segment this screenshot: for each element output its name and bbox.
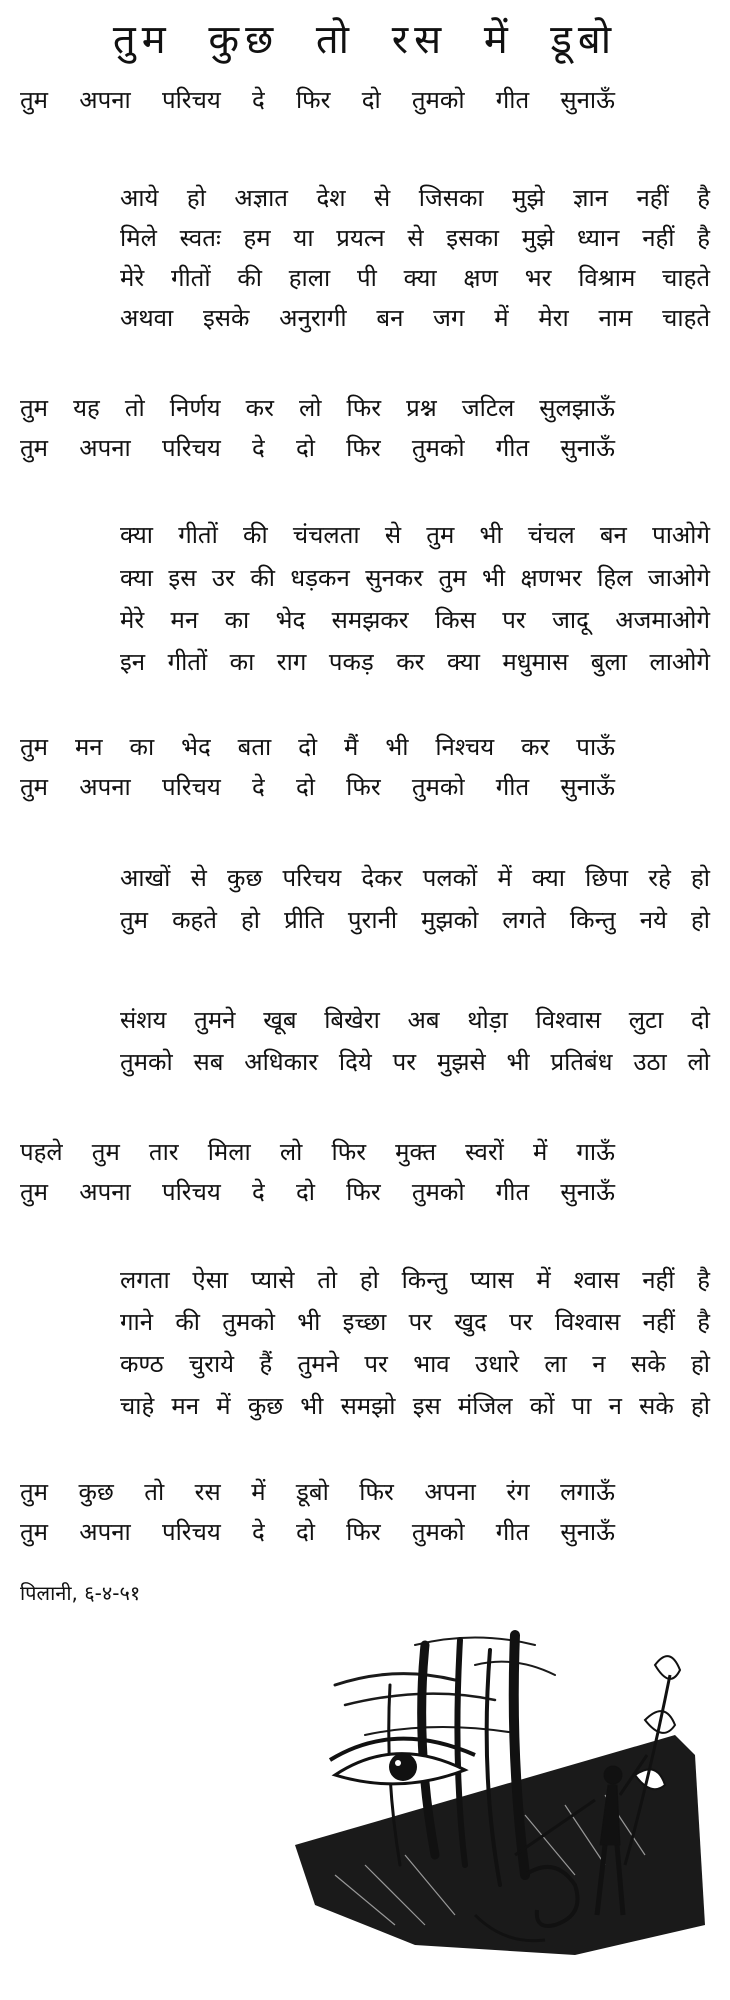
poem-line: गाने की तुमको भी इच्छा पर खुद पर विश्वास नहीं है — [120, 1308, 710, 1336]
poem-title: तुम कुछ तो रस में डूबो — [112, 17, 618, 63]
poem-line: आये हो अज्ञात देश से जिसका मुझे ज्ञान नहीं है — [120, 184, 710, 212]
poem-line: मेरे मन का भेद समझकर किस पर जादू अजमाओगे — [120, 606, 710, 634]
poem-line: मिले स्वतः हम या प्रयत्न से इसका मुझे ध्यान नहीं है — [120, 224, 710, 252]
poem-line: तुम अपना परिचय दे दो फिर तुमको गीत सुनाऊँ — [20, 434, 615, 462]
poem-line: क्या गीतों की चंचलता से तुम भी चंचल बन पाओगे — [120, 521, 710, 549]
poem-line: तुम अपना परिचय दे दो फिर तुमको गीत सुनाऊँ — [20, 1178, 615, 1206]
poem-line: लगता ऐसा प्यासे तो हो किन्तु प्यास में श्वास नहीं है — [120, 1266, 710, 1294]
poem-line: तुम कुछ तो रस में डूबो फिर अपना रंग लगाऊँ — [20, 1478, 615, 1506]
poem-line: पहले तुम तार मिला लो फिर मुक्त स्वरों में गाऊँ — [20, 1138, 615, 1166]
poem-line: तुम अपना परिचय दे दो फिर तुमको गीत सुनाऊँ — [20, 1518, 615, 1546]
poem-line: संशय तुमने खूब बिखेरा अब थोड़ा विश्वास लुटा दो — [120, 1006, 710, 1034]
poem-line: आखों से कुछ परिचय देकर पलकों में क्या छिपा रहे हो — [120, 864, 710, 892]
poem-line: इन गीतों का राग पकड़ कर क्या मधुमास बुला लाओगे — [120, 648, 710, 676]
poem-line: तुम मन का भेद बता दो मैं भी निश्चय कर पाऊँ — [20, 733, 615, 761]
poem-line: अथवा इसके अनुरागी बन जग में मेरा नाम चाहते — [120, 304, 710, 332]
poem-line: तुमको सब अधिकार दिये पर मुझसे भी प्रतिबंध उठा लो — [120, 1048, 710, 1076]
poem-line: मेरे गीतों की हाला पी क्या क्षण भर विश्राम चाहते — [120, 264, 710, 292]
poem-line: तुम अपना परिचय दे फिर दो तुमको गीत सुनाऊँ — [20, 86, 615, 114]
poem-line: तुम कहते हो प्रीति पुरानी मुझको लगते किन्तु नये हो — [120, 906, 710, 934]
poem-line: तुम अपना परिचय दे दो फिर तुमको गीत सुनाऊँ — [20, 773, 615, 801]
poem-line: कण्ठ चुराये हैं तुमने पर भाव उधारे ला न सके हो — [120, 1350, 710, 1378]
poem-line: तुम यह तो निर्णय कर लो फिर प्रश्न जटिल सुलझाऊँ — [20, 394, 615, 422]
poem-line: क्या इस उर की धड़कन सुनकर तुम भी क्षणभर हिल जाओगे — [120, 564, 710, 592]
ink-illustration — [275, 1625, 705, 1975]
poem-line: चाहे मन में कुछ भी समझो इस मंजिल कों पा न सके हो — [120, 1392, 710, 1420]
place-date-signature: पिलानी, ६-४-५१ — [20, 1581, 141, 1605]
